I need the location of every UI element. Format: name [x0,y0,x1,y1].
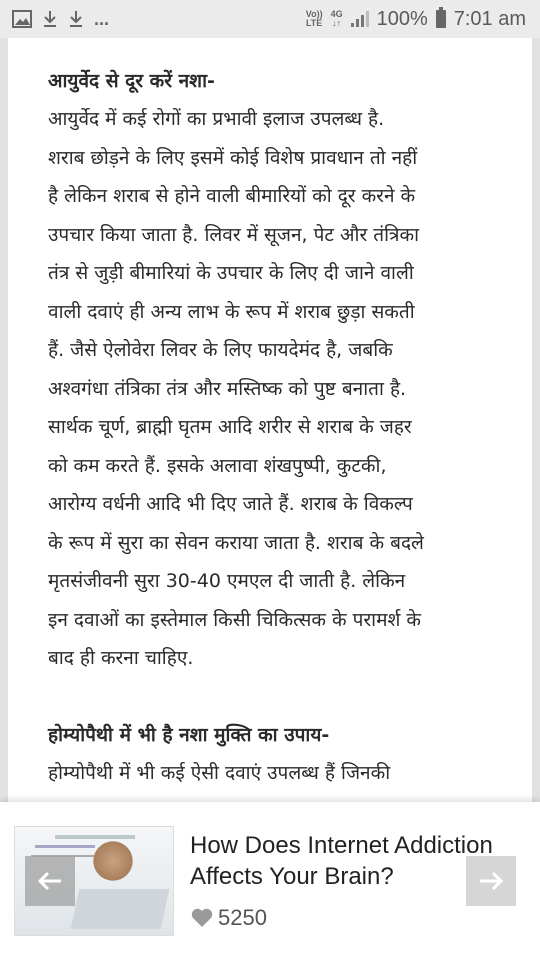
network-gen-indicator: 4G ↓↑ [330,9,343,28]
paragraph-ayurveda: आयुर्वेद में कई रोगों का प्रभावी इलाज उपलब्ध है. शराब छोड़ने के लिए इसमें कोई विशेष प्रावधान तो नहीं है लेकिन शराब से होने वाली बीमारियों को दूर करने के उपचार किया जाता है. लिवर में सूजन, पेट और तंत्रिका तंत्र से जुड़ी बीमारियां के उपचार के लिए दी जाने वाली वाली दवाएं ही अन्य लाभ के रूप में शराब छुड़ा सकती हैं. जैसे ऐलोवेरा लिवर के लिए फायदेमंद है, जबकि अश्वगंधा तंत्रिका तंत्र और मस्तिष्क को पुष्ट बनाता है. सार्थक चूर्ण, ब्राह्मी घृतम आदि शरीर से शराब के जहर को कम करते हैं. इसके अलावा शंखपुष्पी, कुटकी, आरोग्य वर्धनी आदि भी दिए जाते हैं. शराब के विकल्प के रूप में सुरा का सेवन कराया जाता है. शराब के बदले मृतसंजीवनी सुरा 30-40 एमएल दी जाती है. लेकिन इन दवाओं का इस्तेमाल किसी चिकित्सक के परामर्श के बाद ही करना चाहिए. [48,108,424,669]
section-heading-ayurveda: आयुर्वेद से दूर करें नशा- [48,70,215,92]
likes-count: 5250 [218,905,267,930]
likes[interactable] [190,905,267,931]
signal-icon [351,11,369,27]
previous-button[interactable] [25,856,75,906]
notification-icons [0,9,109,30]
download-icon [68,10,84,28]
heart-icon[interactable] [190,906,214,930]
article-body [48,62,498,792]
image-icon [12,10,32,28]
arrow-left-icon [37,870,63,892]
battery-percent: 100% [376,7,428,30]
paragraph-homeopathy: होम्योपैथी में भी कई ऐसी दवाएं उपलब्ध हैं जिनकी [48,761,391,784]
clock: 7:01 am [453,7,526,30]
battery-icon [436,10,446,28]
more-notifications: ... [94,8,110,29]
volte-indicator: Vo)) LTE [305,9,323,28]
section-heading-homeopathy: होम्योपैथी में भी है नशा मुक्ति का उपाय- [48,723,330,746]
download-icon [42,10,58,28]
status-bar [0,0,540,38]
paragraph-spacer [48,678,498,716]
recommendation-title[interactable]: How Does Internet Addiction Affects Your Brain? [190,832,493,890]
